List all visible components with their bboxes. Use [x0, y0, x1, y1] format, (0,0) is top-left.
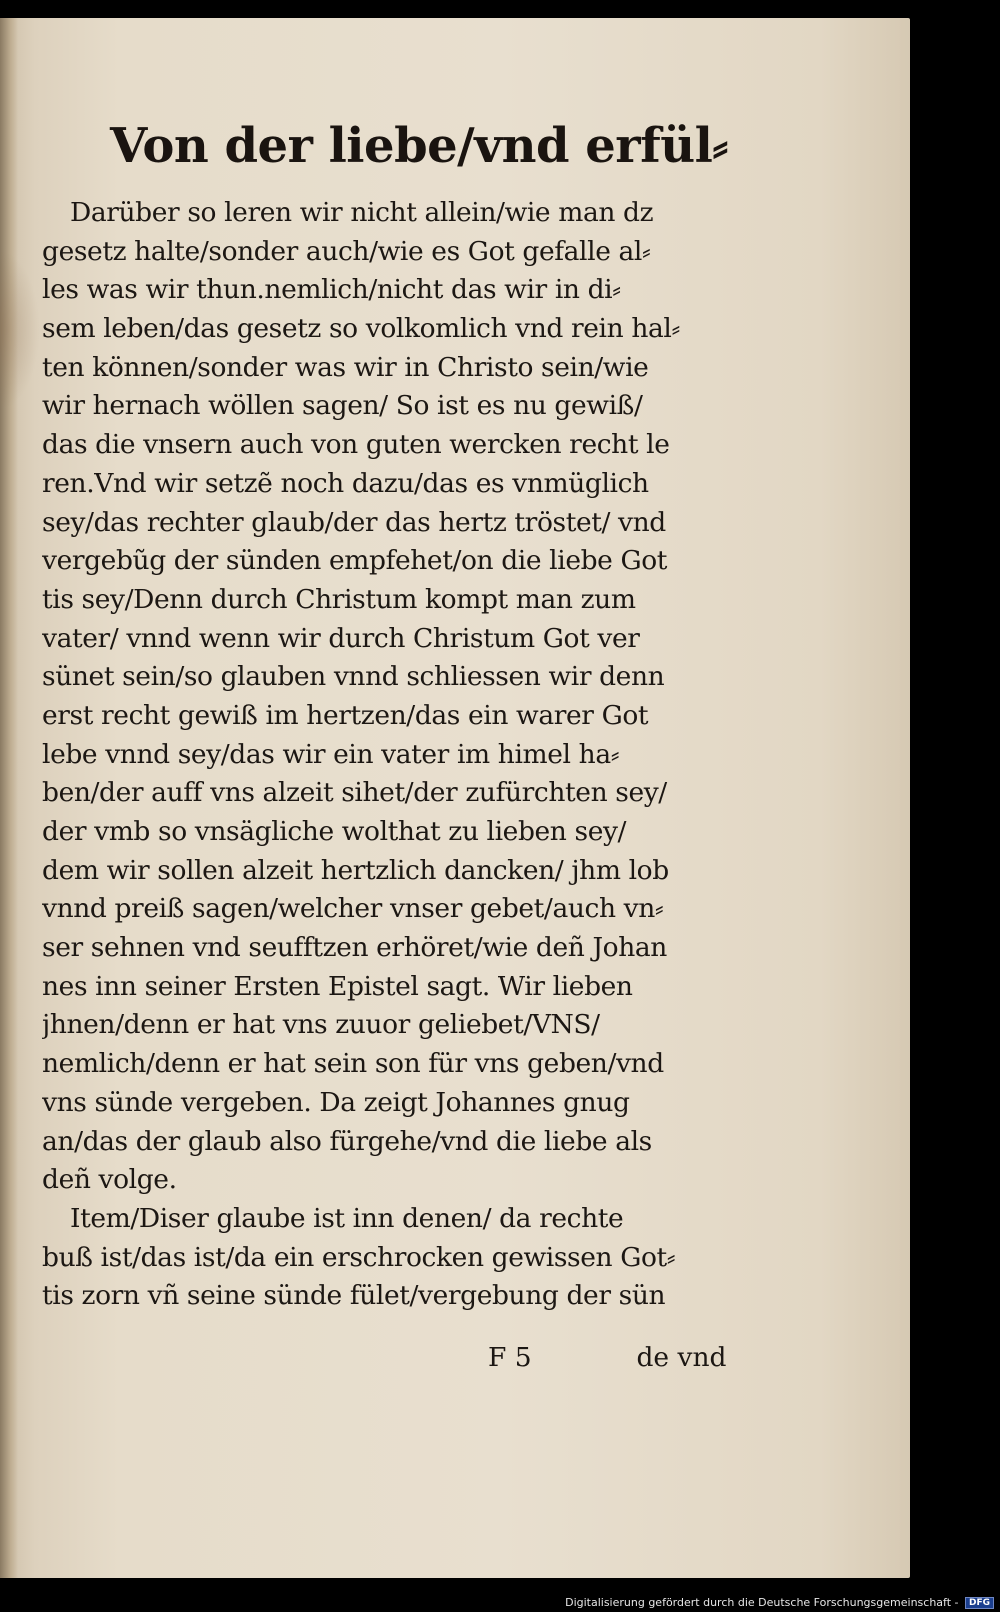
text-line: erst recht gewiß im hertzen/das ein warer Got: [42, 699, 649, 731]
text-line: sey/das rechter glaub/der das hertz tröstet/ vnd: [42, 506, 666, 538]
signature-mark: F 5: [488, 1342, 532, 1373]
text-line: tis sey/Denn durch Christum kompt man zum: [42, 583, 636, 615]
text-line: vnnd preiß sagen/welcher vnser gebet/auch vn⸗: [42, 893, 664, 925]
dfg-logo: DFG: [965, 1597, 994, 1609]
text-line: nemlich/denn er hat sein son für vns geben/vnd: [42, 1048, 664, 1080]
text-line: wir hernach wöllen sagen/ So ist es nu gewiß/: [42, 390, 643, 422]
text-line: Item/Diser glaube ist inn denen/ da rechte: [70, 1202, 624, 1234]
page-stain: [0, 250, 40, 410]
text-line: gesetz halte/sonder auch/wie es Got gefalle al⸗: [42, 235, 651, 267]
text-line: tis zorn vñ seine sünde fület/vergebung der sün: [42, 1280, 666, 1312]
catchword: de vnd: [636, 1342, 727, 1373]
text-line: jhnen/denn er hat vns zuuor geliebet/VNS/: [42, 1009, 600, 1041]
text-line: sünet sein/so glauben vnnd schliessen wir denn: [42, 661, 665, 693]
text-line: nes inn seiner Ersten Epistel sagt. Wir lieben: [42, 970, 633, 1002]
text-line: ten können/sonder was wir in Christo sein/wie: [42, 351, 649, 383]
text-line: sem leben/das gesetz so volkomlich vnd rein hal⸗: [42, 313, 680, 345]
body-text: [42, 194, 742, 1316]
text-line: der vmb so vnsägliche wolthat zu lieben sey/: [42, 816, 627, 847]
text-line: buß ist/das ist/da ein erschrocken gewissen Got⸗: [42, 1241, 676, 1273]
text-line: ser sehnen vnd seufftzen erhöret/wie deñ Johan: [42, 932, 667, 964]
text-line: vergebũg der sünden empfehet/on die liebe Got: [42, 545, 668, 577]
text-line: deñ volge.: [42, 1164, 177, 1196]
credit-text: Digitalisierung gefördert durch die Deutsche Forschungsgemeinschaft -: [565, 1596, 959, 1609]
text-line: vns sünde vergeben. Da zeigt Johannes gnug: [42, 1086, 630, 1118]
digitization-credit: [565, 1596, 994, 1609]
text-line: an/das der glaub also fürgehe/vnd die liebe als: [42, 1125, 652, 1157]
page-footer: [488, 1342, 738, 1373]
text-line: ben/der auff vns alzeit sihet/der zufürchten sey/: [42, 777, 667, 809]
page-heading: Von der liebe/vnd erfül⸗: [110, 118, 728, 174]
text-line: lebe vnnd sey/das wir ein vater im himel ha⸗: [42, 738, 620, 770]
text-line: dem wir sollen alzeit hertzlich dancken/ jhm lob: [42, 854, 669, 886]
text-line: les was wir thun.nemlich/nicht das wir in di⸗: [42, 274, 621, 306]
text-line: vater/ vnnd wenn wir durch Christum Got ver: [42, 622, 640, 654]
text-line: das die vnsern auch von guten wercken recht le: [42, 429, 670, 461]
text-line: Darüber so leren wir nicht allein/wie man dz: [70, 197, 654, 228]
text-line: ren.Vnd wir setzẽ noch dazu/das es vnmüglich: [42, 467, 649, 499]
